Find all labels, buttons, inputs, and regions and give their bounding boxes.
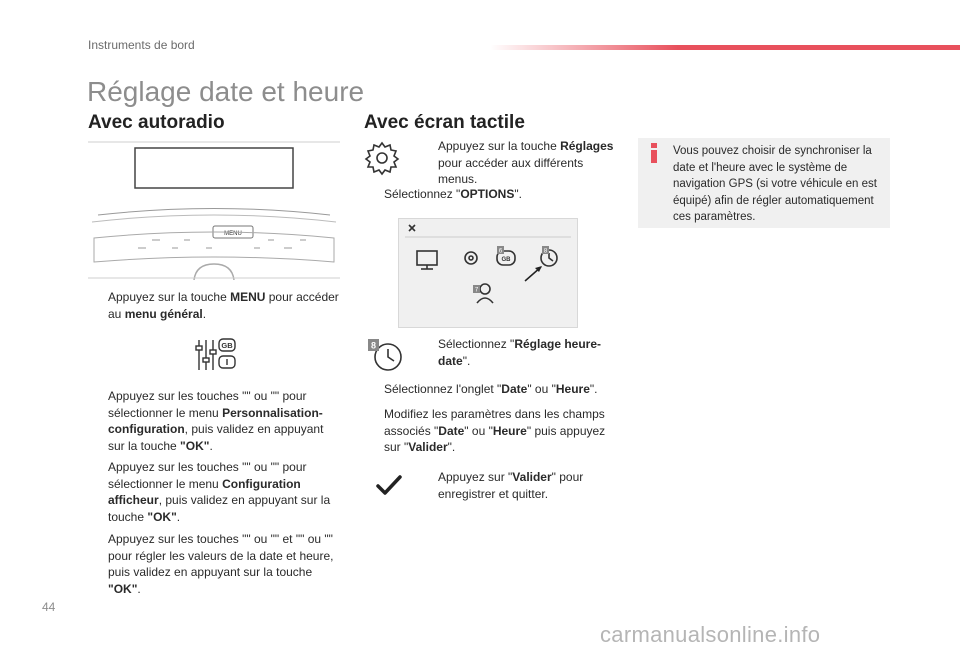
right-step-3: Sélectionnez "Réglage heure-date". bbox=[438, 337, 602, 368]
page-title: Réglage date et heure bbox=[87, 76, 365, 107]
right-step-1: Appuyez sur la touche Réglages pour accéder aux différents menus. bbox=[438, 139, 614, 186]
personalisation-settings-icon bbox=[194, 336, 238, 374]
svg-text:7: 7 bbox=[474, 287, 479, 294]
svg-text:6: 6 bbox=[498, 248, 503, 255]
clock-icon bbox=[366, 337, 406, 373]
right-step-2: Sélectionnez "OPTIONS". bbox=[384, 187, 522, 201]
right-column-title: Avec écran tactile bbox=[364, 112, 525, 133]
right-step-5: Modifiez les paramètres dans les champs associés "Date" ou "Heure" puis appuyez sur "Valider". bbox=[384, 407, 606, 454]
svg-text:GB: GB bbox=[221, 341, 233, 350]
page-number: 44 bbox=[42, 600, 56, 614]
close-icon bbox=[409, 225, 415, 231]
svg-text:8: 8 bbox=[370, 340, 377, 351]
right-step-4: Sélectionnez l'onglet "Date" ou "Heure". bbox=[384, 382, 598, 396]
header-rule bbox=[490, 45, 960, 50]
svg-text:GB: GB bbox=[501, 257, 511, 263]
left-column-title: Avec autoradio bbox=[88, 112, 225, 133]
touchscreen-options-illustration bbox=[398, 218, 578, 328]
display-icon bbox=[417, 251, 437, 265]
info-text: Vous pouvez choisir de synchroniser la date et l'heure avec le système de navigation GPS (si votre véhicule en est équipé) afin de régler automatiquement ces paramètres. bbox=[673, 145, 877, 223]
section-label: Instruments de bord bbox=[88, 38, 195, 52]
radio-menu-key: MENU bbox=[224, 231, 242, 237]
right-step-6: Appuyez sur "Valider" pour enregistrer et quitter. bbox=[438, 470, 584, 501]
left-step-3: Appuyez sur les touches "" ou "" pour sélectionner le menu Configuration afficheur, puis validez en appuyant sur la touche "OK". bbox=[108, 460, 331, 524]
info-icon bbox=[648, 143, 660, 163]
left-step-1: Appuyez sur la touche MENU pour accéder au menu général. bbox=[108, 290, 339, 321]
profile-icon bbox=[480, 284, 490, 294]
checkmark-icon bbox=[376, 474, 402, 496]
svg-text:8: 8 bbox=[543, 248, 548, 255]
gear-icon bbox=[465, 252, 477, 264]
left-step-4: Appuyez sur les touches "" ou "" et "" ou "" pour régler les valeurs de la date et heure, puis validez en appuyant sur la touche "OK". bbox=[108, 532, 334, 596]
radio-panel-illustration bbox=[88, 140, 340, 280]
left-step-2: Appuyez sur les touches "" ou "" pour sélectionner le menu Personnalisation-configuration, puis validez en appuyant sur la touche "OK". bbox=[108, 389, 324, 453]
watermark: carmanualsonline.info bbox=[600, 622, 821, 647]
settings-gear-icon bbox=[364, 140, 400, 176]
